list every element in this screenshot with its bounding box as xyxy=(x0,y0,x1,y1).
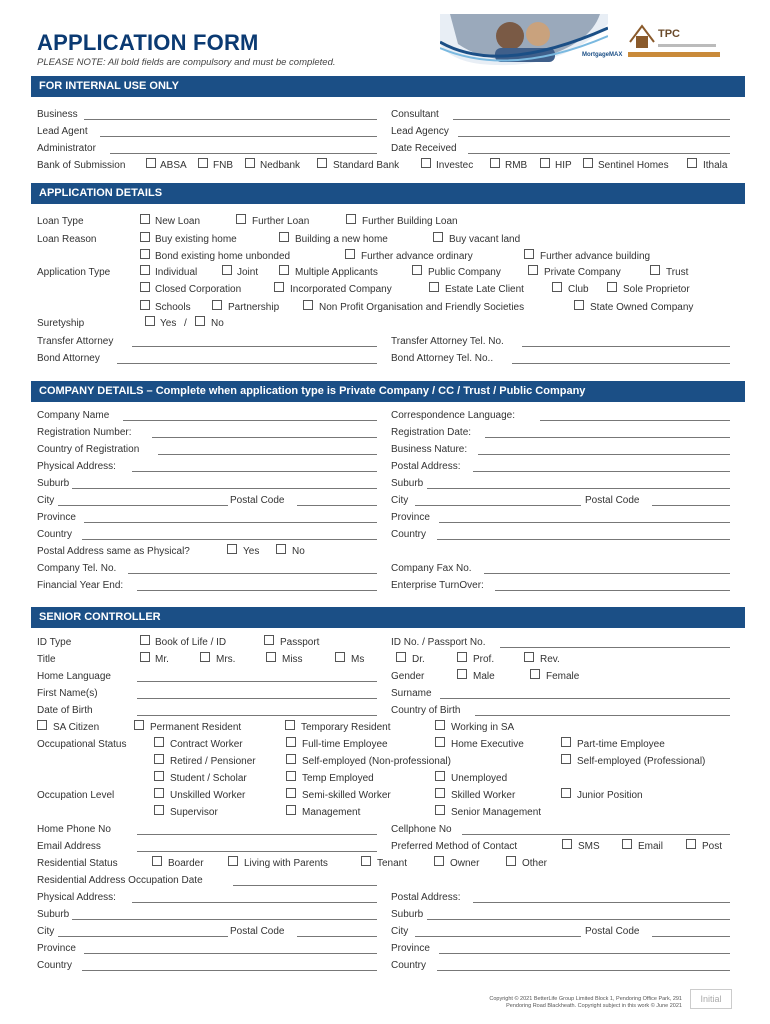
level-skilled-label: Skilled Worker xyxy=(451,790,516,801)
first-names-field[interactable] xyxy=(137,698,377,699)
company-city-field[interactable] xyxy=(58,505,228,506)
financial-year-end-field[interactable] xyxy=(137,590,377,591)
reason-unbonded-label: Bond existing home unbonded xyxy=(155,251,291,262)
res-postal-province-field[interactable] xyxy=(439,953,730,954)
level-semiskilled-checkbox[interactable] xyxy=(286,788,296,798)
correspondence-language-field[interactable] xyxy=(540,420,730,421)
suretyship-yes-label: Yes xyxy=(160,318,177,329)
occ-fulltime-label: Full-time Employee xyxy=(302,739,388,750)
title-mrs-label: Mrs. xyxy=(216,654,236,665)
cellphone-field[interactable] xyxy=(462,834,730,835)
id-type-label: ID Type xyxy=(37,637,72,648)
company-postal-code-label: Postal Code xyxy=(230,495,285,506)
consultant-field[interactable] xyxy=(453,119,730,120)
gender-female-checkbox[interactable] xyxy=(530,669,540,679)
lead-agency-label: Lead Agency xyxy=(391,126,449,137)
level-skilled-checkbox[interactable] xyxy=(435,788,445,798)
reason-buy-existing-checkbox[interactable] xyxy=(140,232,150,242)
occ-student-checkbox[interactable] xyxy=(154,771,164,781)
section-company-details: COMPANY DETAILS – Complete when application type is Private Company / CC / Trust / Public Company xyxy=(31,381,745,402)
title-dr-checkbox[interactable] xyxy=(396,652,406,662)
company-postal-province-field[interactable] xyxy=(439,522,730,523)
postal-same-no-checkbox[interactable] xyxy=(276,544,286,554)
email-address-field[interactable] xyxy=(137,851,377,852)
residential-occupation-date-label: Residential Address Occupation Date xyxy=(37,875,203,886)
bank-investec-checkbox[interactable] xyxy=(421,158,431,168)
apptype-multiple-label: Multiple Applicants xyxy=(295,267,378,278)
apptype-trust-checkbox[interactable] xyxy=(650,265,660,275)
occ-home-executive-checkbox[interactable] xyxy=(435,737,445,747)
enterprise-turnover-label: Enterprise TurnOver: xyxy=(391,580,484,591)
registration-date-field[interactable] xyxy=(485,437,730,438)
contact-post-checkbox[interactable] xyxy=(686,839,696,849)
title-rev-checkbox[interactable] xyxy=(524,652,534,662)
title-miss-label: Miss xyxy=(282,654,303,665)
title-ms-checkbox[interactable] xyxy=(335,652,345,662)
email-address-label: Email Address xyxy=(37,841,101,852)
level-unskilled-label: Unskilled Worker xyxy=(170,790,246,801)
postal-same-yes-label: Yes xyxy=(243,546,260,557)
apptype-partnership-label: Partnership xyxy=(228,302,280,313)
company-fax-label: Company Fax No. xyxy=(391,563,472,574)
res-postal-address-label: Postal Address: xyxy=(391,892,461,903)
apptype-sole-checkbox[interactable] xyxy=(607,282,617,292)
level-supervisor-checkbox[interactable] xyxy=(154,805,164,815)
company-city-label: City xyxy=(37,495,55,506)
first-names-label: First Name(s) xyxy=(37,688,98,699)
sa-citizen-label: SA Citizen xyxy=(53,722,100,733)
reason-advance-ordinary-label: Further advance ordinary xyxy=(361,251,473,262)
bank-hip-checkbox[interactable] xyxy=(540,158,550,168)
bond-attorney-field[interactable] xyxy=(117,363,377,364)
bond-attorney-tel-label: Bond Attorney Tel. No.. xyxy=(391,353,494,364)
res-other-checkbox[interactable] xyxy=(506,856,516,866)
title-miss-checkbox[interactable] xyxy=(266,652,276,662)
res-tenant-label: Tenant xyxy=(377,858,408,869)
level-unskilled-checkbox[interactable] xyxy=(154,788,164,798)
date-received-label: Date Received xyxy=(391,143,457,154)
id-book-label: Book of Life / ID xyxy=(155,637,227,648)
copyright-line-1: Copyright © 2021 BetterLife Group Limited Block 1, Pendoring Office Park, 291 xyxy=(489,996,682,1002)
res-owner-checkbox[interactable] xyxy=(434,856,444,866)
apptype-incorporated-label: Incorporated Company xyxy=(290,284,392,295)
title-mr-label: Mr. xyxy=(155,654,169,665)
res-postal-country-label: Country xyxy=(391,960,427,971)
apptype-joint-checkbox[interactable] xyxy=(222,265,232,275)
company-name-label: Company Name xyxy=(37,410,110,421)
date-of-birth-field[interactable] xyxy=(137,715,377,716)
permanent-resident-label: Permanent Resident xyxy=(150,722,242,733)
res-other-label: Other xyxy=(522,858,548,869)
residential-occupation-date-field[interactable] xyxy=(233,885,377,886)
res-physical-address-field[interactable] xyxy=(132,902,377,903)
apptype-npo-checkbox[interactable] xyxy=(303,300,313,310)
apptype-schools-checkbox[interactable] xyxy=(140,300,150,310)
bank-submission-label: Bank of Submission xyxy=(37,160,126,171)
apptype-partnership-checkbox[interactable] xyxy=(212,300,222,310)
postal-same-no-label: No xyxy=(292,546,305,557)
home-language-label: Home Language xyxy=(37,671,111,682)
apptype-individual-checkbox[interactable] xyxy=(140,265,150,275)
compulsory-note: PLEASE NOTE: All bold fields are compulsory and must be completed. xyxy=(37,57,336,68)
res-physical-address-label: Physical Address: xyxy=(37,892,116,903)
business-field[interactable] xyxy=(84,119,377,120)
apptype-club-label: Club xyxy=(568,284,589,295)
loan-further-building-checkbox[interactable] xyxy=(346,214,356,224)
company-country-label: Country xyxy=(37,529,73,540)
company-postal-postal-code-field[interactable] xyxy=(652,505,730,506)
bond-attorney-tel-field[interactable] xyxy=(512,363,730,364)
registration-number-label: Registration Number: xyxy=(37,427,132,438)
res-city-field[interactable] xyxy=(58,936,228,937)
contact-sms-checkbox[interactable] xyxy=(562,839,572,849)
lead-agent-label: Lead Agent xyxy=(37,126,88,137)
company-suburb-field[interactable] xyxy=(72,488,377,489)
res-boarder-checkbox[interactable] xyxy=(152,856,162,866)
level-management-label: Management xyxy=(302,807,361,818)
res-postal-province-label: Province xyxy=(391,943,430,954)
level-senior-management-label: Senior Management xyxy=(451,807,542,818)
occ-parttime-checkbox[interactable] xyxy=(561,737,571,747)
company-postal-address-label: Postal Address: xyxy=(391,461,461,472)
res-parents-checkbox[interactable] xyxy=(228,856,238,866)
company-province-label: Province xyxy=(37,512,76,523)
bank-nedbank-label: Nedbank xyxy=(260,160,301,171)
res-city-label: City xyxy=(37,926,55,937)
level-semiskilled-label: Semi-skilled Worker xyxy=(302,790,391,801)
res-postal-country-field[interactable] xyxy=(437,970,730,971)
date-received-field[interactable] xyxy=(468,153,730,154)
res-postal-city-field[interactable] xyxy=(415,936,581,937)
company-postal-country-label: Country xyxy=(391,529,427,540)
company-tel-field[interactable] xyxy=(128,573,377,574)
contact-email-checkbox[interactable] xyxy=(622,839,632,849)
registration-date-label: Registration Date: xyxy=(391,427,472,438)
reason-advance-ordinary-checkbox[interactable] xyxy=(345,249,355,259)
temporary-resident-checkbox[interactable] xyxy=(285,720,295,730)
company-postal-suburb-label: Suburb xyxy=(391,478,424,489)
id-passport-checkbox[interactable] xyxy=(264,635,274,645)
title-rev-label: Rev. xyxy=(540,654,560,665)
bank-investec-label: Investec xyxy=(436,160,474,171)
title-prof-label: Prof. xyxy=(473,654,495,665)
apptype-club-checkbox[interactable] xyxy=(552,282,562,292)
occ-retired-checkbox[interactable] xyxy=(154,754,164,764)
bank-sentinel-label: Sentinel Homes xyxy=(598,160,669,171)
company-country-field[interactable] xyxy=(82,539,377,540)
financial-year-end-label: Financial Year End: xyxy=(37,580,124,591)
loan-reason-label: Loan Reason xyxy=(37,234,97,245)
res-owner-label: Owner xyxy=(450,858,480,869)
level-supervisor-label: Supervisor xyxy=(170,807,218,818)
res-boarder-label: Boarder xyxy=(168,858,204,869)
preferred-contact-label: Preferred Method of Contact xyxy=(391,841,518,852)
apptype-estate-label: Estate Late Client xyxy=(445,284,524,295)
bank-fnb-checkbox[interactable] xyxy=(198,158,208,168)
section-application-details: APPLICATION DETAILS xyxy=(31,183,745,204)
application-type-label: Application Type xyxy=(37,267,111,278)
res-postal-code-label: Postal Code xyxy=(230,926,285,937)
reason-build-new-label: Building a new home xyxy=(295,234,388,245)
level-junior-label: Junior Position xyxy=(577,790,643,801)
occ-temp-label: Temp Employed xyxy=(302,773,374,784)
apptype-incorporated-checkbox[interactable] xyxy=(274,282,284,292)
level-junior-checkbox[interactable] xyxy=(561,788,571,798)
residential-status-label: Residential Status xyxy=(37,858,118,869)
level-senior-management-checkbox[interactable] xyxy=(435,805,445,815)
occ-selfemployed-pro-label: Self-employed (Professional) xyxy=(577,756,706,767)
company-postal-code-field[interactable] xyxy=(297,505,377,506)
reason-advance-building-checkbox[interactable] xyxy=(524,249,534,259)
company-postal-address-field[interactable] xyxy=(473,471,730,472)
occ-retired-label: Retired / Pensioner xyxy=(170,756,256,767)
id-passport-no-field[interactable] xyxy=(500,647,730,648)
res-postal-address-field[interactable] xyxy=(473,902,730,903)
apptype-public-label: Public Company xyxy=(428,267,501,278)
gender-male-label: Male xyxy=(473,671,495,682)
occupation-level-label: Occupation Level xyxy=(37,790,115,801)
apptype-state-checkbox[interactable] xyxy=(574,300,584,310)
loan-new-checkbox[interactable] xyxy=(140,214,150,224)
res-country-label: Country xyxy=(37,960,73,971)
res-postal-code-field[interactable] xyxy=(297,936,377,937)
gender-female-label: Female xyxy=(546,671,580,682)
apptype-private-label: Private Company xyxy=(544,267,621,278)
suretyship-no-label: No xyxy=(211,318,224,329)
registration-number-field[interactable] xyxy=(152,437,377,438)
postal-same-yes-checkbox[interactable] xyxy=(227,544,237,554)
apptype-cc-checkbox[interactable] xyxy=(140,282,150,292)
res-postal-postal-code-field[interactable] xyxy=(652,936,730,937)
correspondence-language-label: Correspondence Language: xyxy=(391,410,515,421)
postal-same-label: Postal Address same as Physical? xyxy=(37,546,190,557)
bank-absa-checkbox[interactable] xyxy=(146,158,156,168)
bank-absa-label: ABSA xyxy=(160,160,187,171)
transfer-attorney-tel-field[interactable] xyxy=(522,346,730,347)
apptype-multiple-checkbox[interactable] xyxy=(279,265,289,275)
res-postal-postal-code-label: Postal Code xyxy=(585,926,640,937)
home-language-field[interactable] xyxy=(137,681,377,682)
home-phone-field[interactable] xyxy=(137,834,377,835)
loan-further-checkbox[interactable] xyxy=(236,214,246,224)
reason-vacant-land-checkbox[interactable] xyxy=(433,232,443,242)
loan-further-label: Further Loan xyxy=(252,216,310,227)
initial-box[interactable]: Initial xyxy=(690,989,732,1009)
administrator-field[interactable] xyxy=(110,153,377,154)
bank-fnb-label: FNB xyxy=(213,160,233,171)
cellphone-label: Cellphone No xyxy=(391,824,452,835)
apptype-private-checkbox[interactable] xyxy=(528,265,538,275)
title-ms-label: Ms xyxy=(351,654,365,665)
apptype-public-checkbox[interactable] xyxy=(412,265,422,275)
bank-ithala-label: Ithala xyxy=(703,160,728,171)
apptype-trust-label: Trust xyxy=(666,267,689,278)
reason-buy-existing-label: Buy existing home xyxy=(155,234,237,245)
form-title: APPLICATION FORM xyxy=(37,30,259,55)
apptype-state-label: State Owned Company xyxy=(590,302,694,313)
res-suburb-field[interactable] xyxy=(72,919,377,920)
section-internal-use: FOR INTERNAL USE ONLY xyxy=(31,76,745,97)
suretyship-label: Suretyship xyxy=(37,318,85,329)
title-prof-checkbox[interactable] xyxy=(457,652,467,662)
title-mrs-checkbox[interactable] xyxy=(200,652,210,662)
suretyship-yes-checkbox[interactable] xyxy=(145,316,155,326)
section-senior-controller: SENIOR CONTROLLER xyxy=(31,607,745,628)
temporary-resident-label: Temporary Resident xyxy=(301,722,391,733)
lead-agency-field[interactable] xyxy=(458,136,730,137)
occ-parttime-label: Part-time Employee xyxy=(577,739,665,750)
company-fax-field[interactable] xyxy=(484,573,730,574)
country-registration-label: Country of Registration xyxy=(37,444,140,455)
bank-nedbank-checkbox[interactable] xyxy=(245,158,255,168)
business-nature-field[interactable] xyxy=(478,454,730,455)
contact-sms-label: SMS xyxy=(578,841,600,852)
title-mr-checkbox[interactable] xyxy=(140,652,150,662)
occ-selfemployed-nonpro-checkbox[interactable] xyxy=(286,754,296,764)
sa-citizen-checkbox[interactable] xyxy=(37,720,47,730)
administrator-label: Administrator xyxy=(37,143,96,154)
permanent-resident-checkbox[interactable] xyxy=(134,720,144,730)
copyright-line-2: Pendoring Road Blackheath. Copyright subject in this work © June 2021 xyxy=(506,1003,682,1009)
loan-new-label: New Loan xyxy=(155,216,201,227)
apptype-estate-checkbox[interactable] xyxy=(429,282,439,292)
reason-unbonded-checkbox[interactable] xyxy=(140,249,150,259)
tpc-logo xyxy=(628,22,720,66)
id-passport-label: Passport xyxy=(280,637,320,648)
company-postal-city-field[interactable] xyxy=(415,505,581,506)
company-name-field[interactable] xyxy=(123,420,377,421)
bank-standard-label: Standard Bank xyxy=(333,160,400,171)
country-of-birth-label: Country of Birth xyxy=(391,705,461,716)
occ-fulltime-checkbox[interactable] xyxy=(286,737,296,747)
surname-label: Surname xyxy=(391,688,432,699)
transfer-attorney-label: Transfer Attorney xyxy=(37,336,114,347)
occ-unemployed-checkbox[interactable] xyxy=(435,771,445,781)
transfer-attorney-field[interactable] xyxy=(132,346,377,347)
business-label: Business xyxy=(37,109,78,120)
occ-selfemployed-nonpro-label: Self-employed (Non-professional) xyxy=(302,756,451,767)
occ-unemployed-label: Unemployed xyxy=(451,773,508,784)
res-country-field[interactable] xyxy=(82,970,377,971)
gender-male-checkbox[interactable] xyxy=(457,669,467,679)
company-postal-country-field[interactable] xyxy=(437,539,730,540)
date-of-birth-label: Date of Birth xyxy=(37,705,93,716)
apptype-sole-label: Sole Proprietor xyxy=(623,284,690,295)
apptype-cc-label: Closed Corporation xyxy=(155,284,242,295)
res-province-field[interactable] xyxy=(84,953,377,954)
reason-build-new-checkbox[interactable] xyxy=(279,232,289,242)
res-postal-suburb-field[interactable] xyxy=(427,919,730,920)
id-passport-no-label: ID No. / Passport No. xyxy=(391,637,486,648)
title-dr-label: Dr. xyxy=(412,654,425,665)
occ-contract-checkbox[interactable] xyxy=(154,737,164,747)
res-postal-suburb-label: Suburb xyxy=(391,909,424,920)
bond-attorney-label: Bond Attorney xyxy=(37,353,100,364)
apptype-npo-label: Non Profit Organisation and Friendly Societies xyxy=(319,302,525,313)
company-postal-postal-code-label: Postal Code xyxy=(585,495,640,506)
company-physical-address-field[interactable] xyxy=(132,471,377,472)
country-of-birth-field[interactable] xyxy=(475,715,730,716)
title-label: Title xyxy=(37,654,56,665)
enterprise-turnover-field[interactable] xyxy=(495,590,730,591)
company-physical-address-label: Physical Address: xyxy=(37,461,116,472)
company-postal-suburb-field[interactable] xyxy=(427,488,730,489)
level-management-checkbox[interactable] xyxy=(286,805,296,815)
working-in-sa-checkbox[interactable] xyxy=(435,720,445,730)
loan-type-label: Loan Type xyxy=(37,216,84,227)
consultant-label: Consultant xyxy=(391,109,439,120)
occ-temp-checkbox[interactable] xyxy=(286,771,296,781)
res-province-label: Province xyxy=(37,943,76,954)
res-suburb-label: Suburb xyxy=(37,909,70,920)
bank-sentinel-checkbox[interactable] xyxy=(583,158,593,168)
contact-email-label: Email xyxy=(638,841,664,852)
id-book-checkbox[interactable] xyxy=(140,635,150,645)
surname-field[interactable] xyxy=(440,698,730,699)
bank-rmb-checkbox[interactable] xyxy=(490,158,500,168)
transfer-attorney-tel-label: Transfer Attorney Tel. No. xyxy=(391,336,504,347)
occupational-status-label: Occupational Status xyxy=(37,739,127,750)
occ-student-label: Student / Scholar xyxy=(170,773,247,784)
bank-rmb-label: RMB xyxy=(505,160,528,171)
company-province-field[interactable] xyxy=(84,522,377,523)
apptype-joint-label: Joint xyxy=(237,267,259,278)
res-parents-label: Living with Parents xyxy=(244,858,328,869)
apptype-individual-label: Individual xyxy=(155,267,198,278)
occ-home-executive-label: Home Executive xyxy=(451,739,524,750)
occ-selfemployed-pro-checkbox[interactable] xyxy=(561,754,571,764)
header-photo-logo xyxy=(440,14,623,72)
reason-advance-building-label: Further advance building xyxy=(540,251,651,262)
occ-contract-label: Contract Worker xyxy=(170,739,243,750)
bank-standard-checkbox[interactable] xyxy=(317,158,327,168)
suretyship-no-checkbox[interactable] xyxy=(195,316,205,326)
reason-vacant-land-label: Buy vacant land xyxy=(449,234,521,245)
contact-post-label: Post xyxy=(702,841,723,852)
company-suburb-label: Suburb xyxy=(37,478,70,489)
company-tel-label: Company Tel. No. xyxy=(37,563,117,574)
suretyship-separator: / xyxy=(184,318,187,329)
mortgage-logo-text: MortgageMAX xyxy=(582,52,623,58)
business-nature-label: Business Nature: xyxy=(391,444,468,455)
gender-label: Gender xyxy=(391,671,425,682)
loan-further-building-label: Further Building Loan xyxy=(362,216,458,227)
country-registration-field[interactable] xyxy=(158,454,377,455)
lead-agent-field[interactable] xyxy=(100,136,377,137)
working-in-sa-label: Working in SA xyxy=(451,722,515,733)
bank-ithala-checkbox[interactable] xyxy=(687,158,697,168)
company-postal-province-label: Province xyxy=(391,512,430,523)
company-postal-city-label: City xyxy=(391,495,409,506)
res-tenant-checkbox[interactable] xyxy=(361,856,371,866)
bank-hip-label: HIP xyxy=(555,160,572,171)
copyright-footer xyxy=(420,996,682,1010)
home-phone-label: Home Phone No xyxy=(37,824,111,835)
res-postal-city-label: City xyxy=(391,926,409,937)
apptype-schools-label: Schools xyxy=(155,302,191,313)
tpc-logo-text: TPC xyxy=(658,28,680,40)
